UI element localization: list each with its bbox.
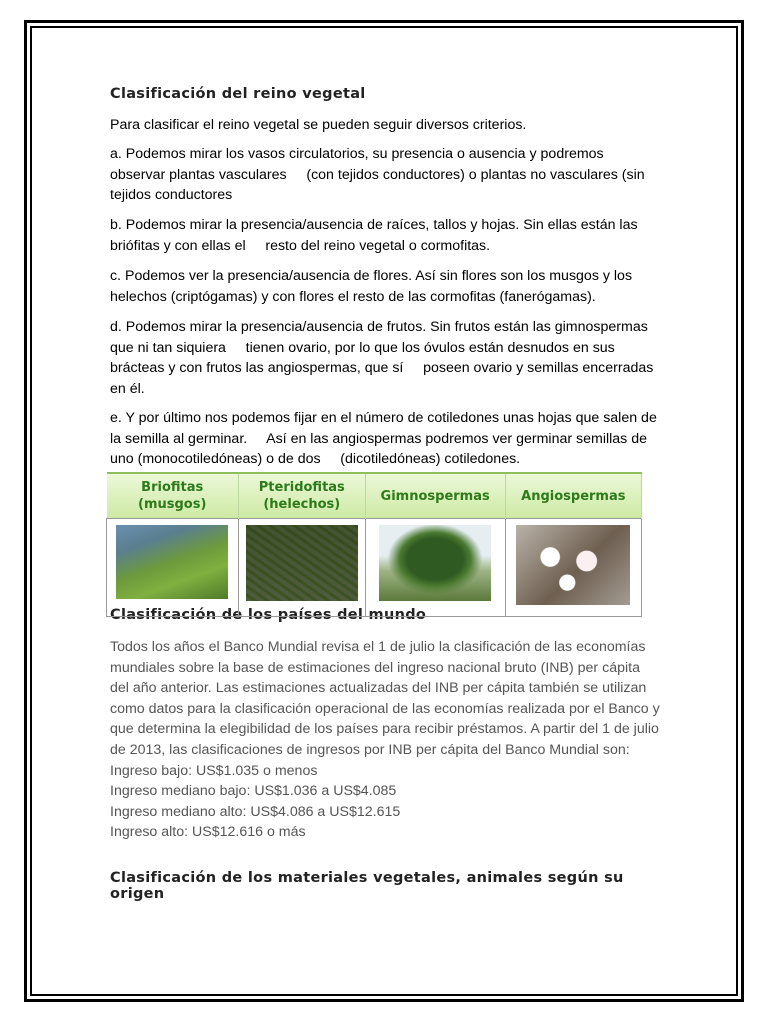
header-briofitas xyxy=(107,473,239,519)
header-pteridofitas xyxy=(238,473,365,519)
income-level-upper-middle: Ingreso mediano alto: US$4.086 a US$12.615 xyxy=(110,803,401,820)
cell-fern-photo xyxy=(238,519,365,617)
plant-table-image-row xyxy=(107,519,642,617)
section-title-countries: Clasificación de los países del mundo xyxy=(110,607,427,623)
header-angiospermas: Angiospermas xyxy=(505,473,641,519)
criterion-e-paragraph: e. Y por último nos podemos fijar en el número de cotiledones unas hojas que salen de la semilla al germinar. Así en las angiospermas podremos ver germinar semillas de uno (monocotiledóneas) o de dos (dicotiledóneas) cotiledones. xyxy=(110,410,661,468)
income-level-low: Ingreso bajo: US$1.035 o menos xyxy=(110,762,318,779)
section-title-plant-kingdom: Clasificación del reino vegetal xyxy=(110,86,366,102)
cell-flower-photo xyxy=(505,519,641,617)
world-bank-body: Todos los años el Banco Mundial revisa el 1 de julio la clasificación de las economías mundiales sobre la base de estimaciones del ingreso nacional bruto (INB) per cápita del año anterior. Las estimaciones actualizadas del INB per cápita también se utilizan como datos para la clasificación operacional de las economías realizada por el Banco y que determina la elegibilidad de los países para recibir préstamos. A partir del 1 de julio de 2013, las clasificaciones de ingresos por INB per cápita del Banco Mundial son: xyxy=(110,639,660,758)
cell-conifer-photo xyxy=(365,519,505,617)
plant-groups-table xyxy=(106,472,642,617)
world-bank-paragraph xyxy=(110,637,660,843)
almond-blossom-photo xyxy=(516,525,630,605)
criterion-c-paragraph: c. Podemos ver la presencia/ausencia de flores. Así sin flores son los musgos y los helechos (criptógamas) y con flores el resto de las cormofitas (fanerógamas). xyxy=(110,268,633,305)
fern-photo xyxy=(246,525,358,601)
header-pteridofitas-common: (helechos) xyxy=(263,497,341,512)
section-title-materials: Clasificación de los materiales vegetales, animales según su origen xyxy=(110,870,624,902)
criterion-d-paragraph: d. Podemos mirar la presencia/ausencia de frutos. Sin frutos están las gimnospermas que ni tan siquiera tienen ovario, por lo que los óvulos están desnudos en sus brácteas y con frutos las angiospermas, que sí poseen ovario y semillas encerradas en él. xyxy=(110,319,658,397)
plant-table-header-row xyxy=(107,473,642,519)
criterion-b-paragraph: b. Podemos mirar la presencia/ausencia de raíces, tallos y hojas. Sin ellas están las briófitas y con ellas el resto del reino vegetal o cormofitas. xyxy=(110,217,642,254)
income-level-high: Ingreso alto: US$12.616 o más xyxy=(110,824,306,841)
income-level-lower-middle: Ingreso mediano bajo: US$1.036 a US$4.085 xyxy=(110,783,397,800)
criterion-a-paragraph: a. Podemos mirar los vasos circulatorios, su presencia o ausencia y podremos observar plantas vasculares (con tejidos conductores) o plantas no vasculares (sin tejidos conductores xyxy=(110,146,649,204)
header-pteridofitas-name: Pteridofitas xyxy=(258,480,345,495)
header-briofitas-name: Briofitas xyxy=(141,480,204,495)
cell-moss-photo xyxy=(107,519,239,617)
intro-paragraph: Para clasificar el reino vegetal se pueden seguir diversos criterios. xyxy=(110,117,527,133)
conifer-photo xyxy=(379,525,491,601)
header-briofitas-common: (musgos) xyxy=(138,497,207,512)
header-gimnospermas: Gimnospermas xyxy=(365,473,505,519)
moss-photo xyxy=(116,525,228,599)
